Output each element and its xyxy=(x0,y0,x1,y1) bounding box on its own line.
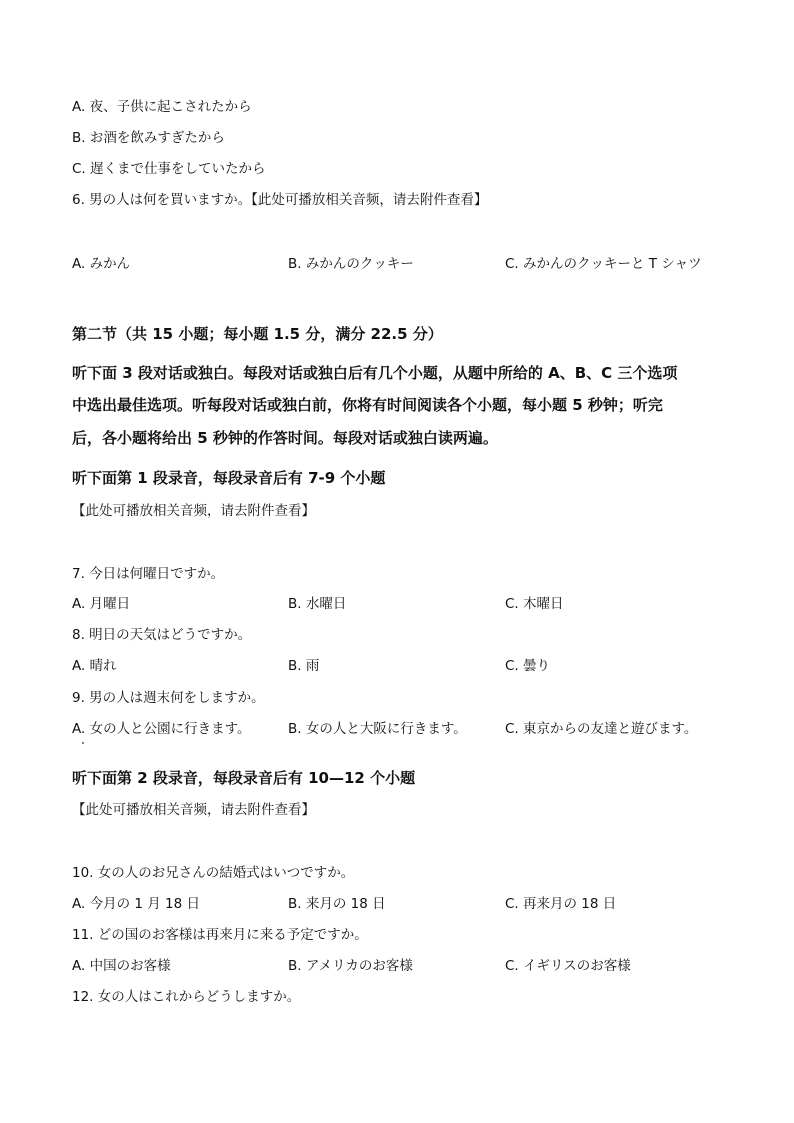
q9-option-b: B. 女の人と大阪に行きます。 xyxy=(288,721,467,737)
section2-instruction-line: 中选出最佳选项。听每段对话或独白前，你将有时间阅读各个小题，每小题 5 秒钟；听完 xyxy=(72,396,663,414)
q9-question: 9. 男の人は週末何をしますか。 xyxy=(72,690,265,706)
q6-question: 6. 男の人は何を買いますか。【此处可播放相关音频，请去附件查看】 xyxy=(72,192,488,208)
part2-audio-note: 【此处可播放相关音频，请去附件查看】 xyxy=(72,802,315,818)
q11-option-b: B. アメリカのお客様 xyxy=(288,958,413,974)
q7-option-a: A. 月曜日 xyxy=(72,596,131,612)
part1-heading: 听下面第 1 段录音，每段录音后有 7-9 个小题 xyxy=(72,469,386,487)
section2-instruction-line: 后，各小题将给出 5 秒钟的作答时间。每段对话或独白读两遍。 xyxy=(72,429,498,447)
q7-question: 7. 今日は何曜日ですか。 xyxy=(72,566,225,582)
q6-option-c: C. みかんのクッキーと T シャツ xyxy=(505,256,702,272)
q11-option-c: C. イギリスのお客様 xyxy=(505,958,631,974)
q8-question: 8. 明日の天気はどうですか。 xyxy=(72,627,252,643)
section2-heading: 第二节（共 15 小题；每小题 1.5 分，满分 22.5 分） xyxy=(72,325,443,343)
q8-option-b: B. 雨 xyxy=(288,658,320,674)
q10-option-c: C. 再来月の 18 日 xyxy=(505,896,617,912)
q7-option-b: B. 水曜日 xyxy=(288,596,347,612)
section2-instruction-line: 听下面 3 段对话或独白。每段对话或独白后有几个小题，从题中所给的 A、B、C 三个选项 xyxy=(72,364,678,382)
q10-option-b: B. 来月の 18 日 xyxy=(288,896,386,912)
q11-option-a: A. 中国のお客様 xyxy=(72,958,171,974)
q10-question: 10. 女の人のお兄さんの結婚式はいつですか。 xyxy=(72,865,355,881)
q10-option-a: A. 今月の 1 月 18 日 xyxy=(72,896,201,912)
q5-option-c: C. 遅くまで仕事をしていたから xyxy=(72,161,266,177)
q8-option-a: A. 晴れ xyxy=(72,658,117,674)
q7-option-c: C. 木曜日 xyxy=(505,596,564,612)
q5-option-b: B. お酒を飲みすぎたから xyxy=(72,130,225,146)
q8-option-c: C. 曇り xyxy=(505,658,551,674)
q5-option-a: A. 夜、子供に起こされたから xyxy=(72,99,252,115)
q9-option-c: C. 東京からの友達と遊びます。 xyxy=(505,721,698,737)
q9-option-a: A. 女の人と公園に行きます。 xyxy=(72,721,251,737)
part1-audio-note: 【此处可播放相关音频，请去附件查看】 xyxy=(72,503,315,519)
q6-option-b: B. みかんのクッキー xyxy=(288,256,414,272)
scan-speck xyxy=(82,742,84,744)
q12-question: 12. 女の人はこれからどうしますか。 xyxy=(72,989,301,1005)
part2-heading: 听下面第 2 段录音，每段录音后有 10—12 个小题 xyxy=(72,769,416,787)
q11-question: 11. どの国のお客様は再来月に来る予定ですか。 xyxy=(72,927,368,943)
q6-option-a: A. みかん xyxy=(72,256,131,272)
